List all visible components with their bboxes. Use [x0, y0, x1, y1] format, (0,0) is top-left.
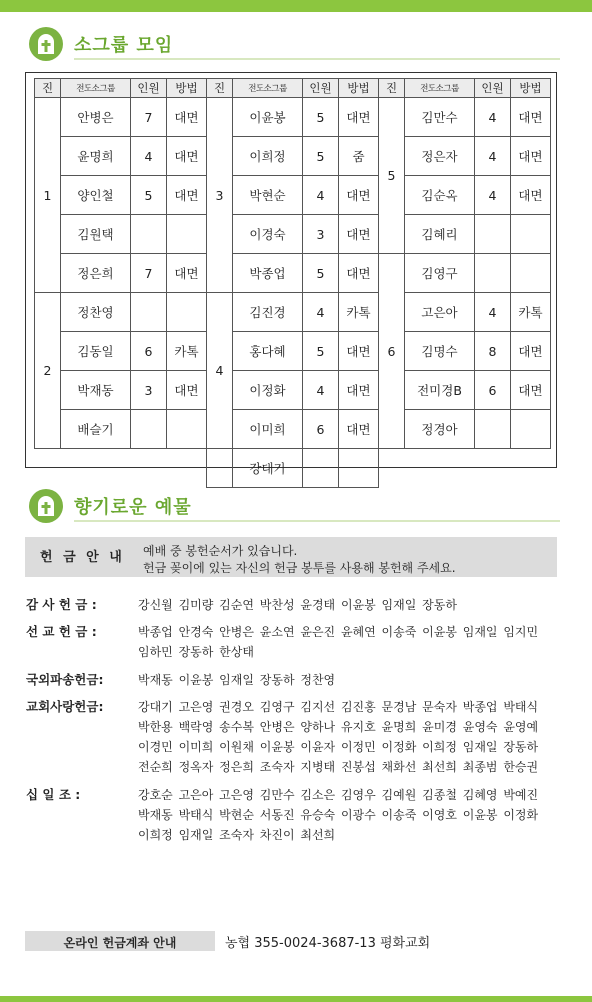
table-column-c	[378, 78, 550, 452]
offering-names	[138, 622, 568, 662]
member-count	[303, 449, 339, 488]
member-count: 5	[303, 137, 339, 176]
section-underline	[74, 58, 560, 60]
meeting-method	[339, 449, 379, 488]
member-count: 5	[131, 176, 167, 215]
member-count: 6	[475, 371, 511, 410]
small-group-section-header	[28, 26, 560, 60]
member-count: 4	[303, 176, 339, 215]
meeting-method: 대면	[339, 371, 379, 410]
header-group: 전도소그룹	[61, 79, 131, 98]
top-accent-bar	[0, 0, 592, 12]
member-count: 5	[303, 332, 339, 371]
header-method: 방법	[339, 79, 379, 98]
header-group: 전도소그룹	[405, 79, 475, 98]
meeting-method: 카톡	[511, 293, 551, 332]
meeting-method: 대면	[339, 332, 379, 371]
names-line: 박종업 안경숙 안병은 윤소연 윤은진 윤혜연 이송죽 이윤봉 임재일 임지민	[138, 625, 539, 639]
offering-title: 향기로운 예물	[74, 497, 192, 518]
leader-name: 배슬기	[61, 410, 131, 449]
meeting-method	[167, 293, 207, 332]
meeting-method	[511, 215, 551, 254]
leader-name: 정찬영	[61, 293, 131, 332]
notice-label: 헌 금 안 내	[40, 550, 125, 565]
header-group: 전도소그룹	[233, 79, 303, 98]
leader-name: 김순옥	[405, 176, 475, 215]
meeting-method: 대면	[511, 98, 551, 137]
header-count: 인원	[475, 79, 511, 98]
header-jin: 진	[379, 79, 405, 98]
member-count: 7	[131, 98, 167, 137]
offering-names	[138, 785, 568, 845]
leader-name: 이윤봉	[233, 98, 303, 137]
meeting-method: 대면	[511, 137, 551, 176]
names-line: 박한용 백락영 송수복 안병은 양하나 유지호 윤명희 윤미경 윤영숙 윤영예	[138, 720, 539, 734]
leader-name: 김만수	[405, 98, 475, 137]
names-line: 강호순 고은아 고은영 김만수 김소은 김영우 김예원 김종철 김혜영 박예진	[138, 788, 539, 802]
leader-name: 김원택	[61, 215, 131, 254]
meeting-method	[511, 410, 551, 449]
leader-name: 홍다혜	[233, 332, 303, 371]
member-count: 6	[303, 410, 339, 449]
header-method: 방법	[167, 79, 207, 98]
leader-name: 김영구	[405, 254, 475, 293]
table-column-a	[34, 78, 206, 452]
offering-label: 교회사랑헌금:	[26, 699, 104, 714]
names-line: 전순희 정옥자 정은희 조숙자 지병태 진봉섭 채화선 최선희 최종범 한승권	[138, 760, 539, 774]
names-line: 박재동 박태식 박현순 서동진 유승숙 이광수 이송죽 이영호 이윤봉 이정화	[138, 808, 539, 822]
meeting-method	[511, 254, 551, 293]
notice-line: 헌금 꽂이에 있는 자신의 헌금 봉투를 사용해 봉헌해 주세요.	[143, 561, 456, 575]
leader-name: 전미경B	[405, 371, 475, 410]
offering-label: 선 교 헌 금 :	[26, 624, 97, 639]
offering-names	[138, 670, 568, 690]
meeting-method: 카톡	[167, 332, 207, 371]
member-count	[475, 254, 511, 293]
table-column-b	[206, 78, 378, 476]
meeting-method: 대면	[339, 98, 379, 137]
meeting-method: 카톡	[339, 293, 379, 332]
leader-name: 이희정	[233, 137, 303, 176]
member-count: 3	[131, 371, 167, 410]
header-method: 방법	[511, 79, 551, 98]
jin-cell: 3	[207, 98, 233, 293]
leader-name: 김동일	[61, 332, 131, 371]
member-count: 4	[475, 137, 511, 176]
leader-name: 강대기	[233, 449, 303, 488]
meeting-method: 대면	[339, 215, 379, 254]
meeting-method	[167, 410, 207, 449]
leader-name: 정은희	[61, 254, 131, 293]
meeting-method	[167, 215, 207, 254]
member-count: 6	[131, 332, 167, 371]
names-line: 이경민 이미희 이원채 이윤봉 이윤자 이정민 이정화 이희정 임재일 장동하	[138, 740, 539, 754]
member-count	[131, 293, 167, 332]
offering-names	[138, 697, 568, 777]
meeting-method: 대면	[167, 98, 207, 137]
offering-section-header	[28, 488, 560, 522]
jin-cell: 5	[379, 98, 405, 254]
leader-name: 이정화	[233, 371, 303, 410]
church-cross-icon	[28, 488, 64, 524]
bottom-accent-bar	[0, 996, 592, 1002]
jin-cell: 1	[35, 98, 61, 293]
names-line: 이희정 임재일 조숙자 차진이 최선희	[138, 828, 336, 842]
notice-line: 예배 중 봉헌순서가 있습니다.	[143, 544, 298, 558]
leader-name: 박재동	[61, 371, 131, 410]
member-count	[475, 410, 511, 449]
names-line: 임하민 장동하 한상태	[138, 645, 254, 659]
leader-name: 양인철	[61, 176, 131, 215]
leader-name: 김혜리	[405, 215, 475, 254]
offering-label: 십 일 조 :	[26, 787, 81, 802]
meeting-method: 대면	[167, 371, 207, 410]
names-line: 박재동 이윤봉 임재일 장동하 정찬영	[138, 673, 336, 687]
small-group-table	[34, 78, 550, 476]
offering-label: 감 사 헌 금 :	[26, 597, 97, 612]
leader-name: 정은자	[405, 137, 475, 176]
member-count: 4	[303, 293, 339, 332]
member-count: 4	[131, 137, 167, 176]
member-count	[131, 215, 167, 254]
leader-name: 박현순	[233, 176, 303, 215]
meeting-method: 대면	[511, 332, 551, 371]
names-line: 강신월 김미량 김순연 박찬성 윤경태 이윤봉 임재일 장동하	[138, 598, 457, 612]
leader-name: 김명수	[405, 332, 475, 371]
member-count: 4	[475, 293, 511, 332]
section-underline	[74, 520, 560, 522]
meeting-method: 대면	[167, 176, 207, 215]
member-count	[475, 215, 511, 254]
leader-name: 이경숙	[233, 215, 303, 254]
meeting-method: 대면	[339, 254, 379, 293]
small-group-title: 소그룹 모임	[74, 35, 174, 56]
member-count: 4	[475, 98, 511, 137]
member-count: 5	[303, 98, 339, 137]
jin-cell: 6	[379, 254, 405, 449]
meeting-method: 대면	[511, 371, 551, 410]
meeting-method: 대면	[339, 176, 379, 215]
meeting-method: 대면	[167, 137, 207, 176]
leader-name: 안병은	[61, 98, 131, 137]
header-jin: 진	[207, 79, 233, 98]
member-count: 7	[131, 254, 167, 293]
leader-name: 박종업	[233, 254, 303, 293]
meeting-method: 대면	[339, 410, 379, 449]
leader-name: 이미희	[233, 410, 303, 449]
member-count: 4	[475, 176, 511, 215]
online-account-number: 농협 355-0024-3687-13 평화교회	[225, 936, 431, 951]
leader-name: 정경아	[405, 410, 475, 449]
header-count: 인원	[131, 79, 167, 98]
leader-name: 윤명희	[61, 137, 131, 176]
church-cross-icon	[28, 26, 64, 62]
member-count: 8	[475, 332, 511, 371]
names-line: 강대기 고은영 권경오 김영구 김지선 김진홍 문경남 문숙자 박종업 박태식	[138, 700, 539, 714]
jin-cell: 4	[207, 293, 233, 449]
member-count: 5	[303, 254, 339, 293]
offering-label: 국외파송헌금:	[26, 672, 104, 687]
meeting-method: 대면	[511, 176, 551, 215]
offering-notice	[25, 537, 557, 577]
jin-cell: 2	[35, 293, 61, 449]
online-offering-label-box	[25, 931, 215, 951]
offering-names	[138, 595, 568, 615]
leader-name: 김진경	[233, 293, 303, 332]
meeting-method: 줌	[339, 137, 379, 176]
meeting-method: 대면	[167, 254, 207, 293]
member-count	[131, 410, 167, 449]
online-offering-label: 온라인 헌금계좌 안내	[63, 936, 177, 950]
header-count: 인원	[303, 79, 339, 98]
leader-name: 고은아	[405, 293, 475, 332]
member-count: 3	[303, 215, 339, 254]
header-jin: 진	[35, 79, 61, 98]
member-count: 4	[303, 371, 339, 410]
